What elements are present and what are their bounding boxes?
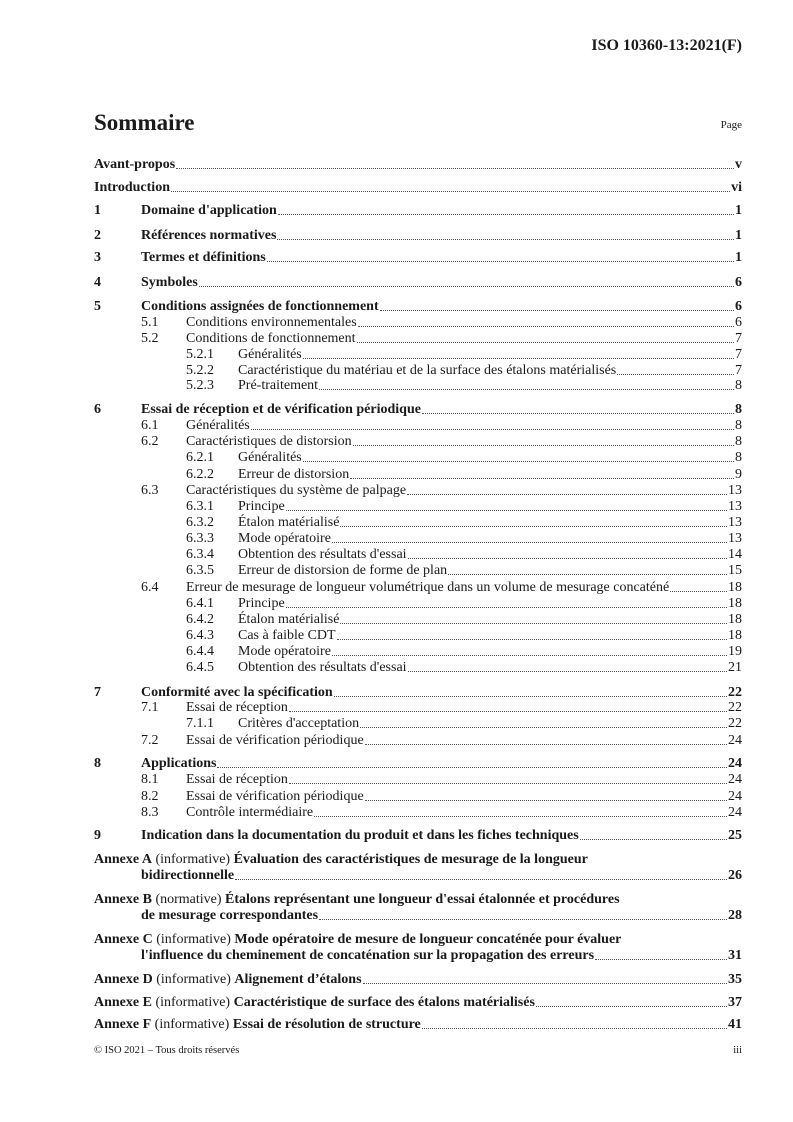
page-number: 6 xyxy=(735,315,742,330)
section-title[interactable]: Conditions de fonctionnement xyxy=(186,331,356,346)
page-number: 35 xyxy=(728,972,742,987)
toc-entry[interactable] xyxy=(141,788,742,805)
section-number: 1 xyxy=(94,203,101,218)
dot-leader xyxy=(199,274,734,287)
toc-entry[interactable] xyxy=(141,732,742,749)
section-title[interactable]: Caractéristiques de distorsion xyxy=(186,434,352,449)
dot-leader xyxy=(617,362,734,375)
page-number: 9 xyxy=(735,467,742,482)
section-number: 6.4.1 xyxy=(186,596,214,611)
dot-leader xyxy=(580,827,727,840)
page-title: Sommaire xyxy=(94,110,195,135)
toc-entry[interactable] xyxy=(186,514,742,531)
section-title[interactable]: Essai de réception et de vérification périodique xyxy=(141,402,421,417)
dot-leader xyxy=(332,643,727,656)
dot-leader xyxy=(380,298,734,311)
page-number: 41 xyxy=(728,1017,742,1032)
section-title[interactable]: Étalon matérialisé xyxy=(238,515,340,530)
section-number: 6.2.1 xyxy=(186,450,214,465)
toc-entry[interactable] xyxy=(186,643,742,660)
page-number: 28 xyxy=(728,908,742,923)
dot-leader xyxy=(365,788,727,801)
section-title[interactable]: Erreur de distorsion xyxy=(238,467,350,482)
toc-entry[interactable] xyxy=(94,401,742,418)
page-number: 13 xyxy=(728,499,742,514)
toc-entry[interactable] xyxy=(94,179,742,196)
section-title[interactable]: Généralités xyxy=(238,450,302,465)
annex-type: (informative) xyxy=(156,932,231,947)
dot-leader xyxy=(277,227,734,240)
toc-entry[interactable] xyxy=(94,156,742,173)
dot-leader xyxy=(332,530,727,543)
section-title[interactable]: Domaine d'application xyxy=(141,203,277,218)
toc-entry[interactable] xyxy=(186,346,742,363)
dot-leader xyxy=(422,1016,727,1029)
toc-entry[interactable] xyxy=(141,771,742,788)
section-title[interactable]: Applications xyxy=(141,756,217,771)
section-title[interactable]: Erreur de mesurage de longueur volumétrique dans un volume de mesurage concaténé xyxy=(186,580,670,595)
page-number: 21 xyxy=(728,660,742,675)
section-number: 6.4.2 xyxy=(186,612,214,627)
dot-leader xyxy=(303,346,734,359)
dot-leader xyxy=(303,449,734,462)
page-number: 1 xyxy=(735,250,742,265)
annex-entry-continuation[interactable] xyxy=(141,867,742,884)
section-number: 6.4.4 xyxy=(186,644,214,659)
footer-copyright: © ISO 2021 – Tous droits réservés xyxy=(94,1045,240,1056)
annex-title[interactable]: Mode opératoire de mesure de longueur concaténée pour évaluer xyxy=(234,932,622,947)
section-number: 6.3.3 xyxy=(186,531,214,546)
section-title[interactable]: Contrôle intermédiaire xyxy=(186,805,314,820)
page-number: v xyxy=(735,157,742,172)
dot-leader xyxy=(422,401,734,414)
annex-title[interactable]: Alignement d’étalons xyxy=(234,972,362,987)
dot-leader xyxy=(408,546,727,559)
page-number: 13 xyxy=(728,515,742,530)
toc-entry[interactable] xyxy=(94,202,742,219)
dot-leader xyxy=(595,947,727,960)
toc-entry[interactable] xyxy=(141,579,742,596)
section-number: 8.3 xyxy=(141,805,159,820)
section-number: 6.3.2 xyxy=(186,515,214,530)
toc-entry[interactable] xyxy=(141,314,742,331)
section-title[interactable]: Cas à faible CDT xyxy=(238,628,336,643)
page-number: 24 xyxy=(728,805,742,820)
annex-title[interactable]: Étalons représentant une longueur d'essai étalonnée et procédures xyxy=(225,892,620,907)
page-number: 22 xyxy=(728,716,742,731)
annex-label[interactable]: Annexe F xyxy=(94,1017,152,1032)
annex-type: (informative) xyxy=(154,1017,230,1032)
annex-label[interactable]: Annexe A xyxy=(94,852,152,867)
annex-title-continued[interactable]: de mesurage correspondantes xyxy=(141,908,319,923)
toc-entry[interactable] xyxy=(186,659,742,676)
dot-leader xyxy=(289,771,727,784)
toc-entry[interactable] xyxy=(94,227,742,244)
annex-entry[interactable] xyxy=(94,851,742,868)
dot-leader xyxy=(217,755,727,768)
dot-leader xyxy=(408,659,727,672)
annex-type: (normative) xyxy=(155,892,222,907)
annex-label[interactable]: Annexe B xyxy=(94,892,152,907)
annex-label[interactable]: Annexe E xyxy=(94,995,152,1010)
dot-leader xyxy=(350,466,734,479)
section-title[interactable]: Avant-propos xyxy=(94,157,176,172)
section-number: 4 xyxy=(94,275,101,290)
section-title[interactable]: Généralités xyxy=(186,418,250,433)
dot-leader xyxy=(536,994,727,1007)
section-title[interactable]: Termes et définitions xyxy=(141,250,266,265)
page-number: 18 xyxy=(728,596,742,611)
section-number: 9 xyxy=(94,828,101,843)
section-title[interactable]: Essai de vérification périodique xyxy=(186,789,364,804)
dot-leader xyxy=(251,417,734,430)
section-title[interactable]: Erreur de distorsion de forme de plan xyxy=(238,563,448,578)
page-number: 8 xyxy=(735,378,742,393)
toc-entry[interactable] xyxy=(141,417,742,434)
section-number: 8 xyxy=(94,756,101,771)
dot-leader xyxy=(235,867,727,880)
page-number: 13 xyxy=(728,483,742,498)
dot-leader xyxy=(353,433,734,446)
section-title[interactable]: Essai de réception xyxy=(186,772,288,787)
dot-leader xyxy=(319,907,727,920)
section-number: 6 xyxy=(94,402,101,417)
page-number: 24 xyxy=(728,789,742,804)
dot-leader xyxy=(337,627,727,640)
toc-entry[interactable] xyxy=(186,611,742,628)
section-number: 6.3.4 xyxy=(186,547,214,562)
toc-entry[interactable] xyxy=(186,627,742,644)
section-title[interactable]: Mode opératoire xyxy=(238,531,331,546)
toc-entry[interactable] xyxy=(141,482,742,499)
page-number: 18 xyxy=(728,612,742,627)
section-number: 8.2 xyxy=(141,789,159,804)
dot-leader xyxy=(289,699,727,712)
dot-leader xyxy=(171,179,730,192)
page-number: 31 xyxy=(728,948,742,963)
dot-leader xyxy=(407,482,727,495)
dot-leader xyxy=(340,514,727,527)
annex-type: (informative) xyxy=(155,852,231,867)
annex-type: (informative) xyxy=(155,995,231,1010)
section-title[interactable]: Principe xyxy=(238,499,285,514)
dot-leader xyxy=(267,249,734,262)
page-number: 8 xyxy=(735,434,742,449)
page-number: 25 xyxy=(728,828,742,843)
page-number: 7 xyxy=(735,331,742,346)
page-number: 24 xyxy=(728,733,742,748)
section-number: 6.4 xyxy=(141,580,159,595)
dot-leader xyxy=(357,330,734,343)
section-number: 5.2 xyxy=(141,331,159,346)
page-number: 14 xyxy=(728,547,742,562)
dot-leader xyxy=(340,611,727,624)
section-title[interactable]: Obtention des résultats d'essai xyxy=(238,660,407,675)
dot-leader xyxy=(334,684,727,697)
annex-entry[interactable] xyxy=(94,994,742,1011)
page-number: 22 xyxy=(728,700,742,715)
page-number: 13 xyxy=(728,531,742,546)
toc-entry[interactable] xyxy=(94,298,742,315)
section-number: 5 xyxy=(94,299,101,314)
section-number: 5.1 xyxy=(141,315,159,330)
section-number: 6.3.1 xyxy=(186,499,214,514)
page-number: 6 xyxy=(735,299,742,314)
page-number: 18 xyxy=(728,580,742,595)
section-number: 6.3 xyxy=(141,483,159,498)
section-title[interactable]: Références normatives xyxy=(141,228,277,243)
toc-entry[interactable] xyxy=(186,466,742,483)
dot-leader xyxy=(360,715,727,728)
section-number: 7.2 xyxy=(141,733,159,748)
section-number: 6.1 xyxy=(141,418,159,433)
annex-entry[interactable] xyxy=(94,1016,742,1033)
section-number: 6.4.3 xyxy=(186,628,214,643)
toc-entry[interactable] xyxy=(141,699,742,716)
annex-entry[interactable] xyxy=(94,931,742,948)
toc-entry[interactable] xyxy=(94,274,742,291)
section-title[interactable]: Indication dans la documentation du produit et dans les fiches techniques xyxy=(141,828,579,843)
section-title[interactable]: Symboles xyxy=(141,275,198,290)
toc-entry[interactable] xyxy=(186,498,742,515)
page-number: 15 xyxy=(728,563,742,578)
page-number: 19 xyxy=(728,644,742,659)
dot-leader xyxy=(314,804,727,817)
page-number: 24 xyxy=(728,756,742,771)
section-number: 5.2.2 xyxy=(186,363,214,378)
toc-entry[interactable] xyxy=(94,755,742,772)
annex-title-continued[interactable]: bidirectionnelle xyxy=(141,868,235,883)
page-number: vi xyxy=(731,180,742,195)
annex-type: (informative) xyxy=(156,972,231,987)
dot-leader xyxy=(286,595,727,608)
section-title[interactable]: Étalon matérialisé xyxy=(238,612,340,627)
toc-entry[interactable] xyxy=(141,330,742,347)
annex-title[interactable]: Évaluation des caractéristiques de mesurage de la longueur xyxy=(233,852,588,867)
toc-entry[interactable] xyxy=(186,377,742,394)
dot-leader xyxy=(358,314,734,327)
page-number: 8 xyxy=(735,450,742,465)
dot-leader xyxy=(448,562,727,575)
section-number: 2 xyxy=(94,228,101,243)
page-number: 37 xyxy=(728,995,742,1010)
page-number: 22 xyxy=(728,685,742,700)
toc-entry[interactable] xyxy=(94,249,742,266)
footer-page-number: iii xyxy=(733,1045,742,1056)
page-number: 7 xyxy=(735,347,742,362)
toc-entry[interactable] xyxy=(186,595,742,612)
dot-leader xyxy=(176,156,734,169)
page-number: 6 xyxy=(735,275,742,290)
annex-entry[interactable] xyxy=(94,891,742,908)
section-number: 6.4.5 xyxy=(186,660,214,675)
toc-entry[interactable] xyxy=(186,715,742,732)
section-title[interactable]: Caractéristique du matériau et de la surface des étalons matérialisés xyxy=(238,363,617,378)
dot-leader xyxy=(278,202,734,215)
document-identifier: ISO 10360-13:2021(F) xyxy=(591,37,742,54)
section-number: 8.1 xyxy=(141,772,159,787)
annex-entry-continuation[interactable] xyxy=(141,947,742,964)
annex-label[interactable]: Annexe C xyxy=(94,932,153,947)
dot-leader xyxy=(363,971,727,984)
section-title[interactable]: Mode opératoire xyxy=(238,644,331,659)
page-number: 1 xyxy=(735,203,742,218)
section-title[interactable]: Critères d'acceptation xyxy=(238,716,360,731)
annex-title[interactable]: Caractéristique de surface des étalons matérialisés xyxy=(233,995,535,1010)
page-number: 8 xyxy=(735,402,742,417)
page-column-label: Page xyxy=(720,119,742,131)
section-number: 6.2.2 xyxy=(186,467,214,482)
section-title[interactable]: Conditions environnementales xyxy=(186,315,357,330)
page-number: 1 xyxy=(735,228,742,243)
section-title[interactable]: Essai de réception xyxy=(186,700,288,715)
section-number: 7 xyxy=(94,685,101,700)
dot-leader xyxy=(286,498,727,511)
section-number: 6.3.5 xyxy=(186,563,214,578)
section-title[interactable]: Généralités xyxy=(238,347,302,362)
toc-entry[interactable] xyxy=(186,546,742,563)
dot-leader xyxy=(365,732,727,745)
page-number: 8 xyxy=(735,418,742,433)
section-title[interactable]: Conditions assignées de fonctionnement xyxy=(141,299,379,314)
annex-entry[interactable] xyxy=(94,971,742,988)
section-number: 7.1.1 xyxy=(186,716,214,731)
section-title[interactable]: Essai de vérification périodique xyxy=(186,733,364,748)
toc-entry[interactable] xyxy=(186,530,742,547)
page-number: 7 xyxy=(735,363,742,378)
toc-entry[interactable] xyxy=(94,827,742,844)
toc-entry[interactable] xyxy=(141,804,742,821)
annex-entry-continuation[interactable] xyxy=(141,907,742,924)
toc-entry[interactable] xyxy=(141,433,742,450)
page-number: 26 xyxy=(728,868,742,883)
page-number: 24 xyxy=(728,772,742,787)
annex-title-continued[interactable]: l'influence du cheminement de concaténation sur la propagation des erreurs xyxy=(141,948,595,963)
toc-entry[interactable] xyxy=(186,562,742,579)
section-title[interactable]: Conformité avec la spécification xyxy=(141,685,333,700)
section-number: 6.2 xyxy=(141,434,159,449)
section-number: 7.1 xyxy=(141,700,159,715)
section-number: 3 xyxy=(94,250,101,265)
section-number: 5.2.3 xyxy=(186,378,214,393)
annex-title[interactable]: Essai de résolution de structure xyxy=(232,1017,421,1032)
section-title[interactable]: Principe xyxy=(238,596,285,611)
section-title[interactable]: Pré-traitement xyxy=(238,378,319,393)
dot-leader xyxy=(319,377,734,390)
page-number: 18 xyxy=(728,628,742,643)
dot-leader xyxy=(670,579,727,592)
section-number: 5.2.1 xyxy=(186,347,214,362)
annex-label[interactable]: Annexe D xyxy=(94,972,153,987)
section-title[interactable]: Obtention des résultats d'essai xyxy=(238,547,407,562)
section-title[interactable]: Caractéristiques du système de palpage xyxy=(186,483,407,498)
toc-entry[interactable] xyxy=(186,449,742,466)
section-title[interactable]: Introduction xyxy=(94,180,170,195)
